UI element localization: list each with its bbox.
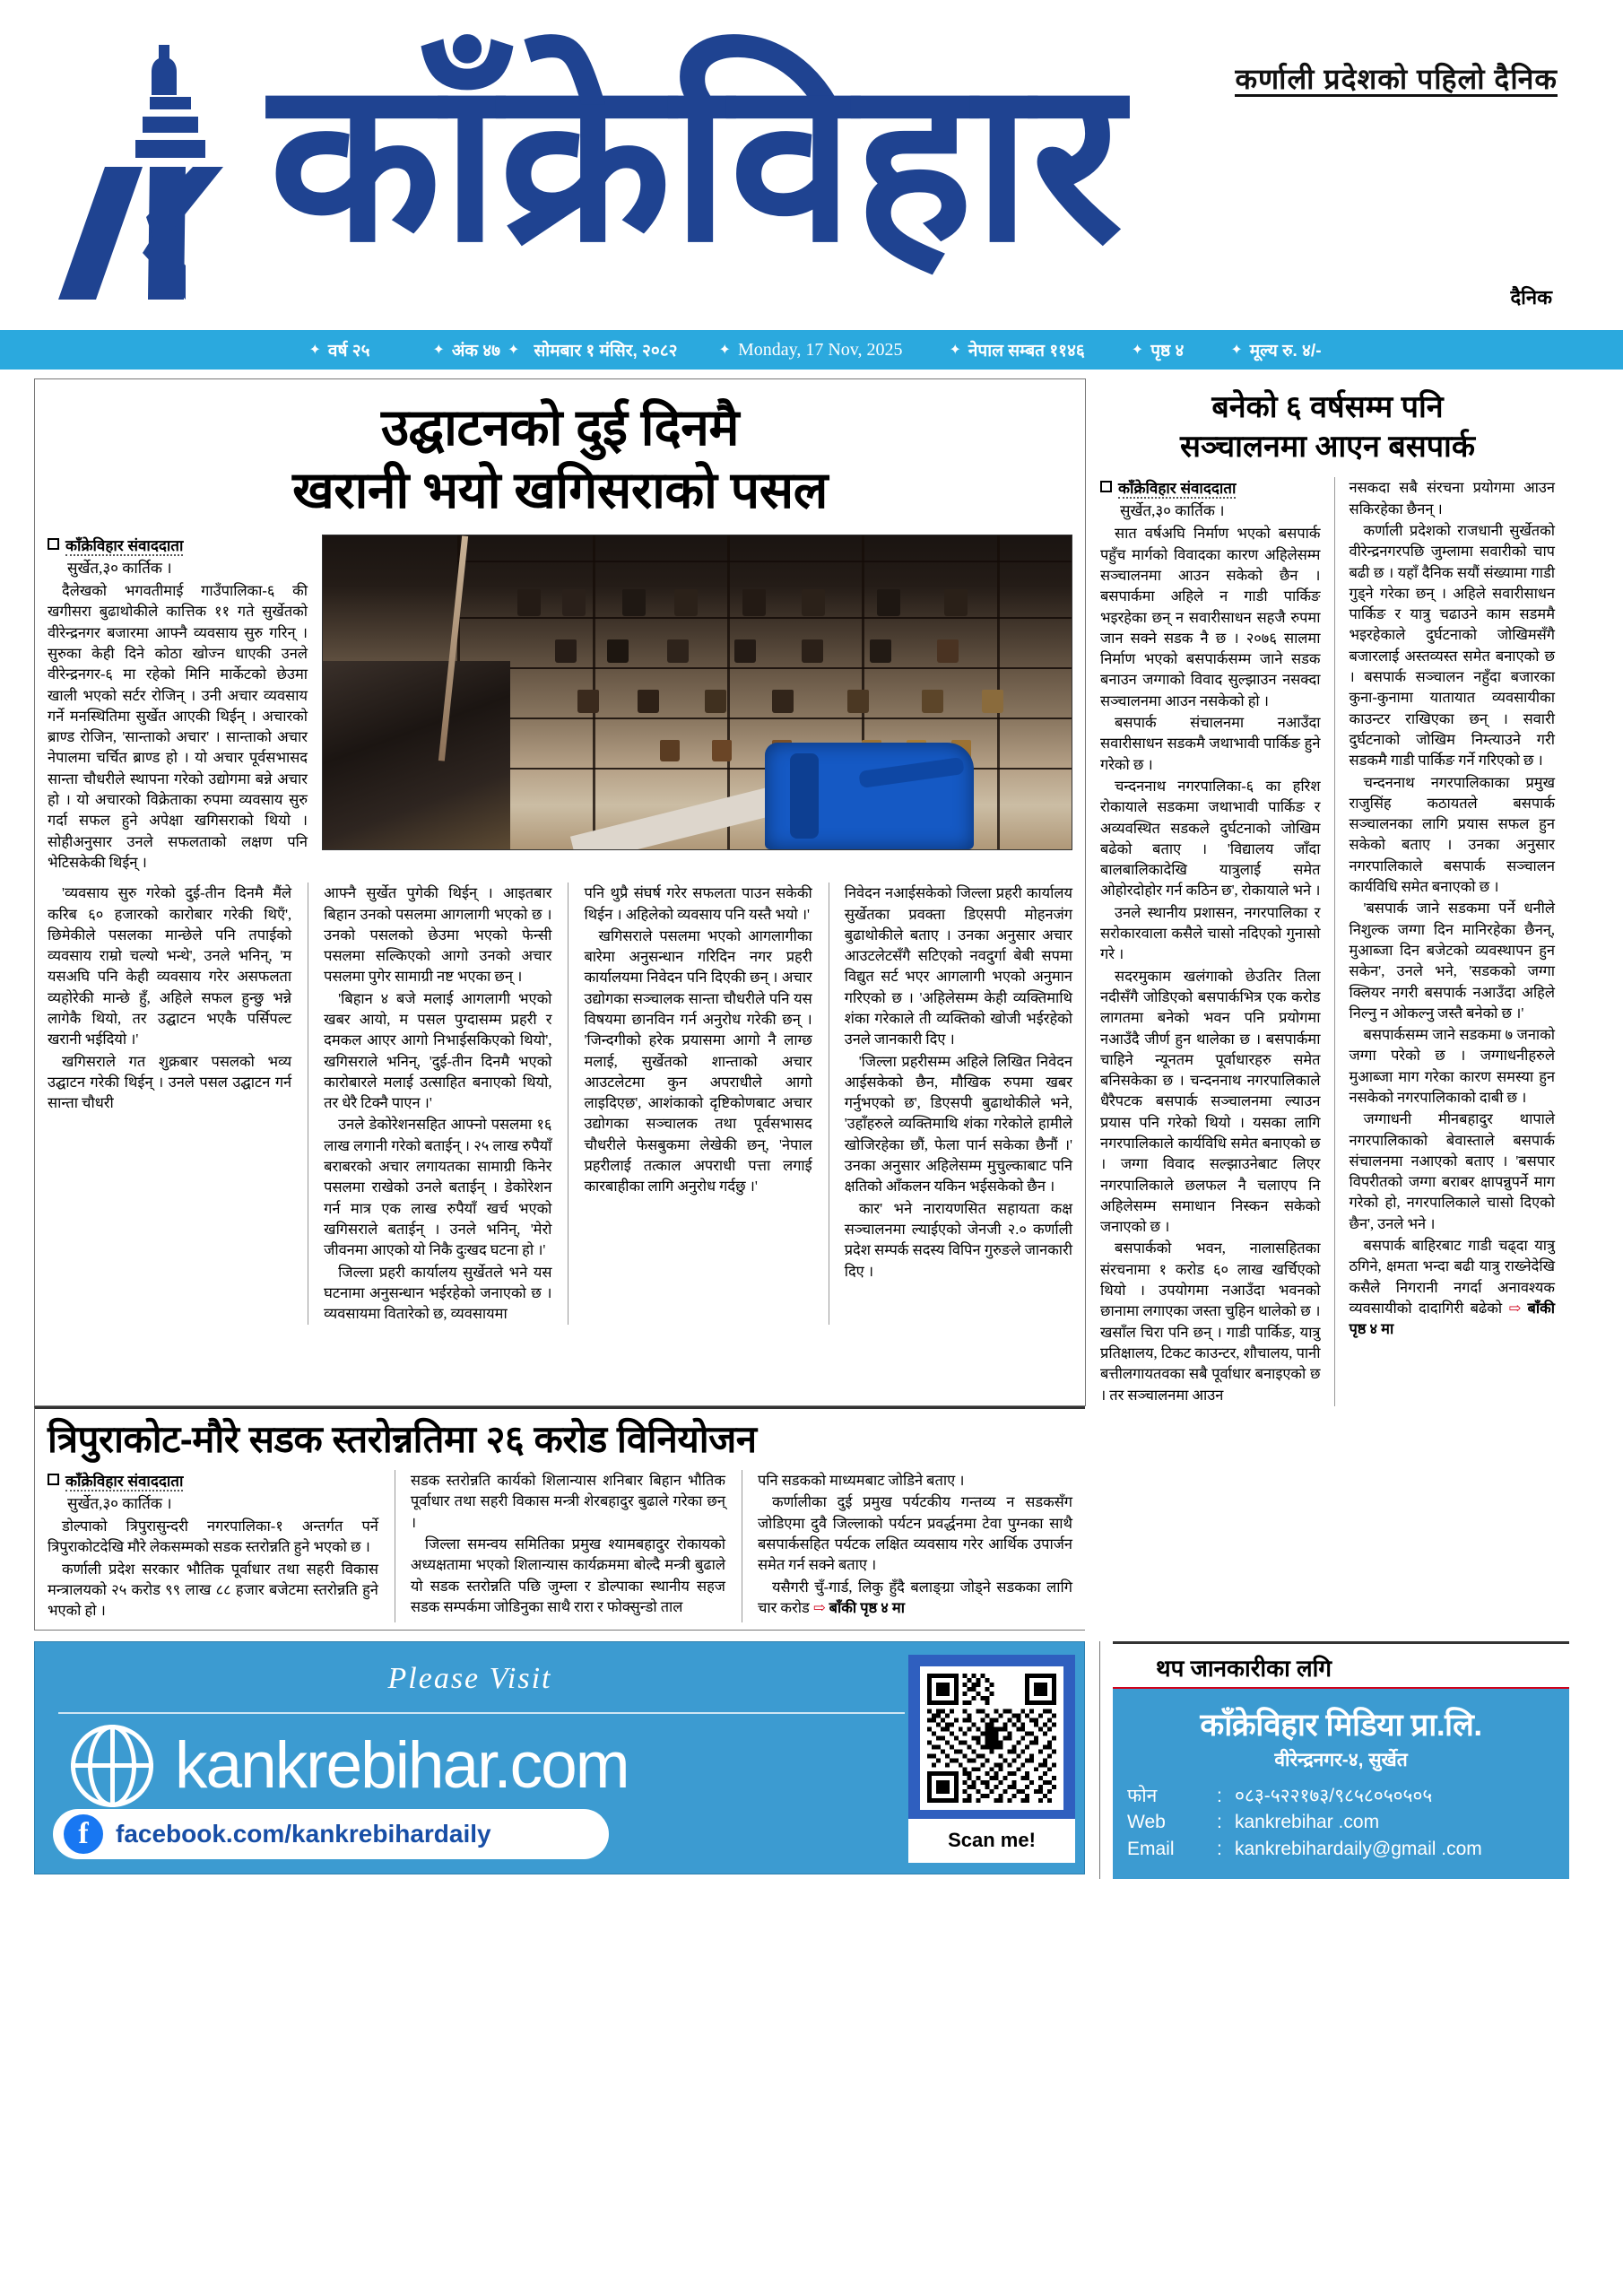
ad-url-line[interactable]: [71, 1725, 629, 1807]
lead-headline: [48, 388, 1072, 535]
contact-row-phone: फोन : ०८३-५२२१७३/९८५८०५०५०५: [1127, 1785, 1433, 1806]
info-pages: ✦ पृष्ठ ४: [1131, 342, 1185, 361]
bottom-jump-label[interactable]: बाँकी पृष्ठ ४ मा: [829, 1598, 905, 1616]
lead-headline-line2: खरानी भयो खगिसराको पसल: [292, 461, 828, 519]
side-headline: [1100, 382, 1555, 477]
square-bullet-icon: [1100, 481, 1112, 492]
bottom-col3-p1: पनि सडकको माध्यमबाट जोडिने बताए ।: [757, 1472, 965, 1490]
ad-divider: [58, 1712, 905, 1714]
lead-intro-column: [48, 535, 308, 874]
side-col1-p5: सदरमुकाम खलंगाको छेउतिर तिला नदीसँगै जोडिएको बसपार्कभित्र एक करोड लागतमा बनेको भवन पनि प्रयोगमा नआउँदै जीर्ण हुन थालेका छ । बसपार्कमा चाहिने न्यूनतम पूर्वाधारहरु समेत बनिसकेका छ । चन्दननाथ नगरपालिकाले धैरैपटक बसपार्क सञ्चालनमा ल्याउन प्रयास पनि गरेको थियो । यसका लागि नगरपालिकाले कार्यविधि समेत बनाएको छ । जग्गा विवाद सल्झाउनेबाट लिएर नगरपालिकाले छलफल नै चलाएप नि अहिलेसम्म समाधान निस्कन सकेको जनाएको छ ।: [1100, 967, 1321, 1236]
lead-headline-line1: उद्घाटनको दुई दिनमै: [380, 399, 740, 457]
side-col2-p3: चन्दननाथ नगरपालिकाका प्रमुख राजुसिंह कठायतले बसपार्क सञ्चालनका लागि प्रयास सफल हुन सकेको बताए । उनका अनुसार नगरपालिकाले बसपार्क सञ्चालन कार्यविधि समेत बनाएको छ ।: [1349, 773, 1555, 896]
footer-row: [34, 1641, 1589, 1879]
lead-col2-p3: उनले डेकोरेशनसहित आफ्नो पसलमा १६ लाख लगानी गरेको बताईन् । २५ लाख रुपैयाँ बराबरको अचार लगायतका सामाग्री किनेर पसलमा राखेको उनले बताईन् । डेकोरेशन गर्न मात्र एक लाख रुपैयाँ खर्च भएको खगिसराले बताईन् । उनले भनिन्, 'मेरो जीवनमा आएको यो निकै दुःखद घटना हो ।': [324, 1116, 552, 1259]
bottom-col2-p2: जिल्ला समन्वय समितिका प्रमुख श्यामबहादुर रोकायको अध्यक्षतामा भएको शिलान्यास कार्यक्रममा बोल्दै मन्त्री बुढाले यो सडक स्तरोन्नति पछि जुम्ला र डोल्पाका स्थानीय सहज सडक सम्पर्कमा जोडिनुका साथै रारा र फोक्सुन्डो ताल: [410, 1535, 725, 1615]
facebook-icon: f: [64, 1814, 103, 1854]
bottom-col2: [395, 1470, 725, 1622]
side-columns: [1100, 477, 1555, 1405]
ad-qr-panel[interactable]: [908, 1655, 1075, 1863]
ad-facebook-pill[interactable]: [53, 1809, 609, 1859]
website-ad-banner[interactable]: [34, 1641, 1085, 1874]
lead-col3-p1: पनि थुप्रै संघर्ष गरेर सफलता पाउन सकेकी थिईन । अहिलेको व्यवसाय पनि यस्तै भयो ।': [584, 884, 812, 923]
diamond-icon: ✦: [1131, 343, 1144, 358]
masthead-logo[interactable]: [49, 16, 1574, 321]
lead-photo-wrap: [322, 535, 1072, 874]
side-jump-label[interactable]: बाँकी पृष्ठ ४ मा: [1349, 1299, 1555, 1338]
lead-col1: [48, 883, 291, 1325]
lead-col4-p1: निवेदन नआईसकेको जिल्ला प्रहरी कार्यालय सुर्खेतका प्रवक्ता डिएसपी मोहनजंग बुढाथोकीले बताए । उनका अनुसार अचार आउटलेटसँगै सटिएको नवदुर्गा बेबी सपमा विद्युत सर्ट भएर आगलागी भएको अनुमान गरिएको छ । 'अहिलेसम्म केही व्यक्तिमाथि शंका गरेकाले तीे व्यक्तिको खोजी भईरहेको उनले जानकारी दिए ।: [844, 884, 1072, 1048]
info-price: ✦ मूल्य रु. ४/-: [1230, 342, 1322, 361]
side-col1-p6: बसपार्कको भवन, नालासहितका संरचनामा १ करोड ६० लाख खर्चिएको थियो । उपयोगमा नआउँदा भवनको छानामा लगाएका जस्ता चुहिन थालेको छ । खसाँल चिरा पनि छन् । गाडी पार्किङ, यात्रु प्रतिक्षालय, टिकट काउन्टर, शौचालय, पानी बत्तीलगायतवका सबै पूर्वाधार बनाइएको छ । तर सञ्चालनमा आउन: [1100, 1239, 1321, 1404]
bottom-col1: [48, 1470, 378, 1622]
side-col1-p3: चन्दननाथ नगरपालिका-६ का हरिश रोकायाले सडकमा जथाभावी पार्किङ र अव्यवस्थित सडकले दुर्घटनाको जोखिम बढेको बताए । 'विद्यालय जाँदा बालबालिकादेखि यात्रुलाई समेत ओहोरदोहोर गर्न कठिन छ', रोकायाले भने ।: [1100, 777, 1321, 900]
diamond-icon: ✦: [432, 343, 445, 358]
side-col2-p2: कर्णाली प्रदेशको राजधानी सुर्खेतको वीरेन्द्रनगरपछि जुम्लामा सवारीको चाप बढी छ । यहाँ दैनिक सयौं संख्यामा गाडी गुड्ने गरेका छन् । अहिले सवारीसाधन पार्किङ र यात्रु चढाउने काम सडममै भइरहेकाले दुर्घटनाको जोखिमसँगै बजारलाई अस्तव्यस्त समेत बनाएको छ । बसपार्क सञ्चालन नहुँदा बजारका कुना-कुनामा यातायात व्यवसायीका काउन्टर राखिएका छन् । सवारी दुर्घटनाको जोखिम निम्त्याउने गरी सडकमै गाडी पार्किङ गर्ने गरिएको छ ।: [1349, 521, 1555, 770]
bottom-col2-p1: सडक स्तरोन्नति कार्यको शिलान्यास शनिबार बिहान भौतिक पूर्वाधार तथा सहरी विकास मन्त्री शेरबहादुर बुढाले गरेका छन् ।: [410, 1472, 725, 1531]
square-bullet-icon: [48, 538, 59, 550]
side-col1-p1: सात वर्षअघि निर्माण भएको बसपार्क पहुँच मार्गको विवादका कारण अहिलेसम्म सञ्चालनमा आउन सकेको छैन । बसपार्कमा अहिले न गाडी पार्किङ भइरहेका छन् न सवारीसाधन सहजै रुपमा जान सक्ने सडक नै छ । २०७६ सालमा निर्माण भएको बसपार्कसम्म जाने सडक बनाउन जग्गाको विवाद सुल्झाउन नसक्दा सञ्चालनमा आउन नसकेको हो ।: [1100, 525, 1321, 709]
bottom-col1-p1: डोल्पाको त्रिपुरासुन्दरी नगरपालिका-१ अन्तर्गत पर्ने त्रिपुराकोटदेखि मौरे लेकसम्मको सडक स्तरोन्नति हुने भएको छ ।: [48, 1518, 378, 1556]
square-bullet-icon: [48, 1474, 59, 1485]
ad-please-visit-label: Please Visit: [387, 1661, 552, 1695]
ad-scan-me-label: Scan me!: [908, 1819, 1075, 1863]
bottom-col3: [742, 1470, 1072, 1622]
contact-heading-wrap: [1113, 1641, 1569, 1689]
side-col1-p2: बसपार्क संचालनमा नआउँदा सवारीसाधन सडकमै जथाभावी पार्किङ हुने गरेको छ ।: [1100, 714, 1321, 773]
diamond-icon: ✦: [718, 343, 731, 358]
side-byline: काँक्रेविहार संवाददाता: [1100, 477, 1320, 498]
side-col2-p1: नसकदा सबै संरचना प्रयोगमा आउन सकिरहेका छैनन् ।: [1349, 479, 1555, 517]
lead-col2-p1: आफ्नै सुर्खेत पुगेकी थिईन् । आइतबार बिहान उनको पसलमा आगलागी भएको छ । उनको पसलको छेउमा भएको फेन्सी पसलमा सल्किएको आगो उनको अचार पसलमा पुगेर सामाग्री नष्ट भएका छन् ।: [324, 884, 552, 986]
side-col2: [1334, 477, 1555, 1405]
bottom-article: [34, 1406, 1085, 1631]
side-article: [1085, 378, 1555, 1406]
bottom-columns: [48, 1470, 1072, 1622]
lead-col1-p2: 'व्यवसाय सुरु गरेको दुई-तीन दिनमै मैंले करिब ६० हजारको कारोबार गरेकी थिएँ', छिमेकीले पसलका मान्छेले पनि तपाईको व्यवसाय राम्रो चल्यो भन्थे', उनले भनिन्, 'म यसअघि पनि केही व्यवसाय गरेर असफलता व्यहोरेकी मान्छे हुँ, अहिले सफल हुन्छु भन्ने लागेकै थियो, तर उद्घाटन भएकै पर्सिपल्ट खरानी भईदियो ।': [48, 884, 292, 1048]
lead-columns: [48, 883, 1072, 1325]
qr-code[interactable]: [920, 1666, 1063, 1810]
masthead-title-text: काँक्रेविहार: [269, 36, 1124, 286]
diamond-icon: ✦: [949, 343, 961, 358]
lead-col1-p3: खगिसराले गत शुक्रबार पसलको भव्य उद्घाटन गरेकी थिईन् । उनले पसल उद्घाटन गर्न सान्ता चौधरी: [48, 1052, 292, 1112]
contact-row-web[interactable]: Web : kankrebihar .com: [1127, 1812, 1380, 1833]
side-dateline: सुर्खेत,३० कार्तिक ।: [1120, 502, 1225, 520]
info-year: ✦ वर्ष २५: [308, 342, 370, 361]
side-col2-p5: बसपार्कसम्म जाने सडकमा ७ जनाको जग्गा परेको छ । जग्गाधनीहरुले मुआब्जा माग गरेका कारण समस्या हुन नसकेको नगरपालिकाको दाबी छ ।: [1349, 1026, 1555, 1106]
info-issue: ✦ अंक ४७ ✦: [432, 342, 520, 361]
contact-heading: थप जानकारीका लगि: [1113, 1651, 1569, 1689]
masthead-daily-label: दैनिक: [1510, 286, 1552, 309]
top-content-row: [34, 378, 1589, 1406]
lead-article: [34, 378, 1085, 1406]
side-col1-p4: उनले स्थानीय प्रशासन, नगरपालिका र सरोकारवाला कसैले चासो नदिएको गुनासो गरे ।: [1100, 903, 1321, 963]
info-date-en: ✦ Monday, 17 Nov, 2025: [718, 339, 903, 360]
contact-address: वीरेन्द्रनगर-४, सुर्खेत: [1274, 1749, 1408, 1770]
issue-info-bar: [0, 330, 1623, 370]
jump-arrow-icon: ⇨: [1508, 1299, 1522, 1317]
lead-col3: [568, 883, 812, 1325]
bottom-dateline: सुर्खेत,३० कार्तिक ।: [67, 1495, 172, 1513]
side-col2-p4: 'बसपार्क जाने सडकमा पर्ने धनीले निशुल्क जग्गा दिन मानिरहेका छैनन्, मुआब्जा दिन बजेटको व्यवस्थापन हुन सकेन', उनले भने, 'सडकको जग्गा क्लियर नगरी बसपार्क नआउँदा अहिले निल्नु न ओकल्नु जस्तै बनेको छ ।': [1349, 900, 1555, 1022]
contact-rows: [1127, 1783, 1555, 1863]
lead-col4-p3: कार' भने नारायणसित सहायता कक्ष सञ्चालनमा ल्याईएको जेनजी २.० कर्णाली प्रदेश सम्पर्क सदस्य विपिन गुरुङले जानकारी दिए ।: [844, 1199, 1072, 1280]
side-col1: [1100, 477, 1320, 1405]
diamond-icon: ✦: [308, 343, 321, 358]
side-headline-line2: सञ्चालनमा आएन बसपार्क: [1180, 430, 1475, 465]
ad-website-url[interactable]: kankrebihar.com: [175, 1729, 629, 1803]
lead-col3-p2: खगिसराले पसलमा भएको आगलागीका बारेमा अनुसन्धान गरिदिन नगर प्रहरी कार्यालयमा निवेदन पनि दिएकी छन् । अचार उद्योगका सञ्चालक सान्ता चौधरीले पनि यस विषयमा छानविन गर्न अनुरोध गरेकी छन् । 'जिन्दगीको हरेक प्रयासमा आगो नै लाग्छ मलाई, सुर्खेतको शान्ताको अचार आउटलेटमा कुन अपराधीले आगो लाइदिएछ', आशंकाको दृष्टिकोणबाट अचार उद्योगका सञ्चालक तथा पूर्वसभासद चौधरीले फेसबुकमा लेखेकी छन्, 'नेपाल प्रहरीलाई तत्काल अपराधी पत्ता लगाई कारबाहीका लागि अनुरोध गर्दछु ।': [584, 926, 812, 1196]
diamond-icon: ✦: [1230, 343, 1243, 358]
bottom-col3-p2: कर्णालीका दुई प्रमुख पर्यटकीय गन्तव्य न सडकसँग जोडिएमा दुवै जिल्लाको पर्यटन प्रवर्द्धनमा टेवा पुग्नका साथै बसपार्कसहित पर्यटक लक्षित व्यवसाय गरेर आर्थिक उपार्जन समेत गर्न सक्ने बताए ।: [757, 1493, 1072, 1574]
lead-col4: [829, 883, 1072, 1325]
lead-dateline: सुर्खेत,३० कार्तिक ।: [67, 560, 172, 578]
bottom-col1-p2: कर्णाली प्रदेश सरकार भौतिक पूर्वाधार तथा सहरी विकास मन्त्रालयको २५ करोड ९९ लाख ८८ हजार बजेटमा स्तरोन्नति हुने भएको हो ।: [48, 1560, 378, 1620]
bottom-col3-p3: यसैगरी चुँ-गार्ड, लिकु हुँदै बलाङ्ग्रा जोड्ने सडकका लागि चार करोड ⇨ बाँकी पृष्ठ ४ मा: [757, 1578, 1072, 1616]
ad-facebook-url[interactable]: facebook.com/kankrebihardaily: [116, 1819, 491, 1848]
diamond-icon: ✦: [508, 343, 520, 358]
lead-col4-p2: 'जिल्ला प्रहरीसम्म अहिले लिखित निवेदन आईसकेको छैन, मौखिक रुपमा खबर गर्नुभएको छ', डिएसपी बुढाथोकीले भने, 'उहाँहरुले व्यक्तिमाथि शंका गरेकोले हामीले खोजिरहेका छौं, फेला पार्न सकेका छैनौं ।' उनका अनुसार अहिलेसम्म मुचुल्काबाट पनि क्षतिको आँकलन यकिन भईसकेको छैन ।: [844, 1052, 1072, 1196]
side-headline-line1: बनेको ६ वर्षसम्म पनि: [1211, 390, 1444, 424]
lead-col2: [308, 883, 551, 1325]
masthead-tagline: कर्णाली प्रदेशको पहिलो दैनिक: [1235, 59, 1558, 97]
bottom-byline: काँक्रेविहार संवाददाता: [48, 1470, 378, 1491]
lead-col1-p1: दैलेखको भगवतीमाई गाउँपालिका-६ की खगीसरा बुढाथोकीले कात्तिक ११ गते सुर्खेतको वीरेन्द्रनगर बजारमा आफ्नै व्यवसाय सुरु गरिन् । सुरुका केही दिने कोठा खोज्न धाएकी उनले वीरेन्द्रनगर-६ मा रहेको मिनि मार्केटको छेउमा खाली भएको सर्टर रोजिन् । उनी अचार व्यवसाय गर्ने मनस्थितिमा सुर्खेत आएकी थिईन् । अचारको ब्राण्ड रोजिन, 'सान्ताको अचार' । सान्ताको अचार नेपालमा चर्चित ब्राण्ड हो । यो अचार पूर्वसभासद सान्ता चौधरीले स्थापना गरेको उद्योगमा बन्ने अचार हो । यो अचारको विक्रेताका रुपमा व्यवसाय सुरु गर्दा सफल हुने अपेक्षा खगिसराको थियो । सोहीअनुसार उनले सफलताको लक्षण पनि भेटिसकेकी थिईन् ।: [48, 582, 308, 871]
info-nepal-sambat: ✦ नेपाल सम्बत ११४६: [949, 342, 1085, 361]
lead-byline: काँक्रेविहार संवाददाता: [48, 535, 308, 555]
side-col2-p6: जग्गाधनी मीनबहादुर थापाले नगरपालिकाको बेवास्ताले बसपार्क संचालनमा नआएको बताए । 'बसपार विपरीतको जग्गा बराबर क्षापन्नुपर्ने माग गरेको हो, नगरपालिकाले चासो दिएको छैन', उनले भने ।: [1349, 1110, 1555, 1232]
info-date-np: सोमबार १ मंसिर, २०८२: [534, 342, 678, 361]
contact-card: [1099, 1641, 1569, 1879]
page-body: [0, 370, 1623, 1879]
contact-company-name: काँक्रेविहार मिडिया प्रा.लि.: [1200, 1707, 1482, 1743]
masthead: [0, 0, 1623, 330]
globe-icon: [71, 1725, 153, 1807]
contact-details-box: [1113, 1689, 1569, 1879]
jump-arrow-icon: ⇨: [812, 1598, 826, 1616]
lead-col2-p4: जिल्ला प्रहरी कार्यालय सुर्खेतले भने यस घटनामा अनुसन्धान भईरहेको जनाएको छ । व्यवसायमा वितारेको छ, व्यवसायमा: [324, 1263, 552, 1323]
contact-row-email[interactable]: Email : kankrebihardaily@gmail .com: [1127, 1839, 1482, 1860]
lead-photo: [322, 535, 1072, 850]
side-col2-p7: बसपार्क बाहिरबाट गाडी चढ्दा यात्रु ठगिने, क्षमता भन्दा बढी यात्रु राख्नेदेखि कसैले निगरानी नगर्दा अनावश्यक व्यवसायीको दादागिरी बढेको ⇨ बाँकी पृष्ठ ४ मा: [1349, 1237, 1555, 1338]
bottom-headline: त्रिपुराकोट-मौरे सडक स्तरोन्नतिमा २६ करोड विनियोजन: [48, 1417, 757, 1460]
lead-col2-p2: 'बिहान ४ बजे मलाई आगलागी भएको खबर आयो, म पसल पुग्दासम्म प्रहरी र दमकल आएर आगो निभाईसकिएको थियो', खगिसराले भनिन्, 'दुई-तीन दिनमै भएको कारोबारले मलाई उत्साहित बनाएको थियो, तर धेरै टिक्नै पाएन ।': [324, 989, 552, 1112]
kankrebihar-logo-icon: [49, 41, 273, 301]
